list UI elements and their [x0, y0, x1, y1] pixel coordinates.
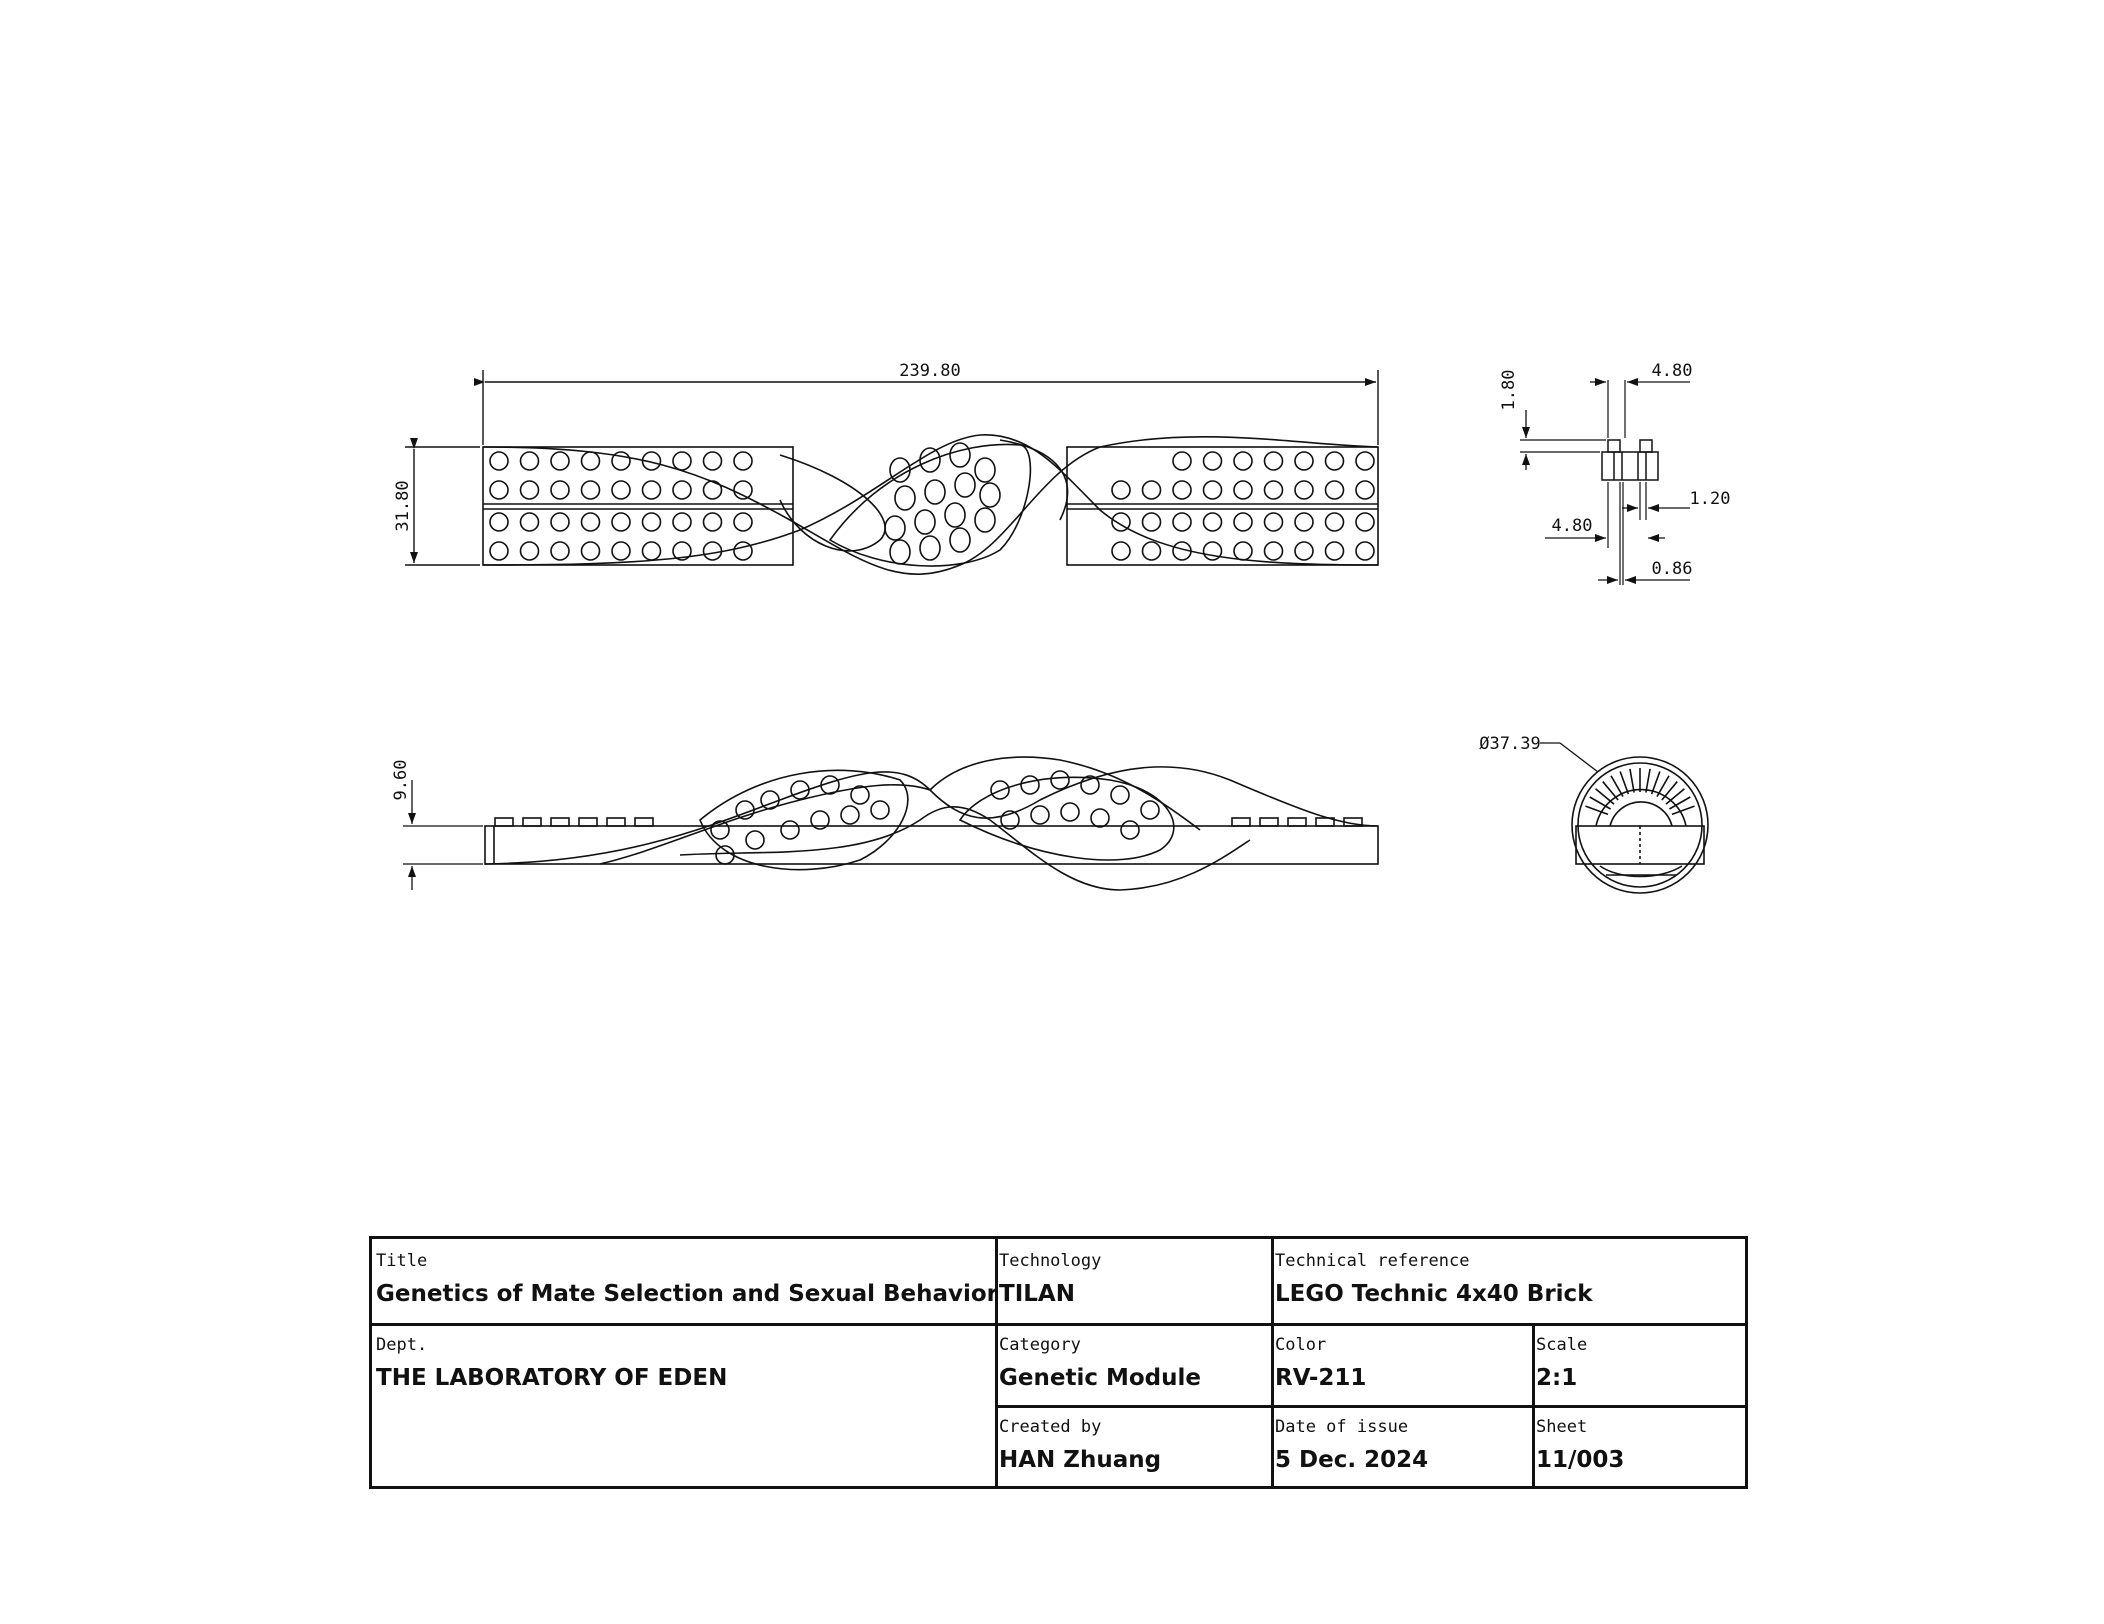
dept-label: Dept. [376, 1335, 428, 1355]
end-view [1572, 757, 1708, 893]
category-cell [995, 1323, 1271, 1405]
stud [1326, 513, 1344, 531]
stud [950, 528, 970, 552]
technical-reference-label: Technical reference [1275, 1251, 1470, 1271]
stud [673, 481, 691, 499]
stud [704, 481, 722, 499]
stud [1356, 513, 1374, 531]
stud [673, 513, 691, 531]
sheet-value: 11/003 [1536, 1447, 1625, 1473]
title-block [369, 1236, 1748, 1489]
stud [1356, 452, 1374, 470]
stud [851, 786, 869, 804]
stud [1204, 452, 1222, 470]
dim-side-inner: 4.80 [1551, 516, 1593, 536]
color-cell [1271, 1323, 1532, 1405]
stud [975, 508, 995, 532]
stud [1051, 771, 1069, 789]
stud [490, 542, 508, 560]
technology-label: Technology [999, 1251, 1102, 1271]
stud [1288, 818, 1306, 826]
stud [704, 513, 722, 531]
stud [1112, 542, 1130, 560]
stud [1173, 481, 1191, 499]
stud [920, 536, 940, 560]
stud [582, 542, 600, 560]
stud [521, 481, 539, 499]
stud [1121, 821, 1139, 839]
rib [1630, 769, 1634, 793]
dim-overall-length: 239.80 [899, 361, 961, 381]
scale-label: Scale [1536, 1335, 1588, 1355]
stud [841, 806, 859, 824]
stud [612, 542, 630, 560]
stud [1143, 481, 1161, 499]
stud [890, 540, 910, 564]
created-by-cell [995, 1405, 1271, 1486]
stud [746, 831, 764, 849]
stud [871, 801, 889, 819]
dim-diameter: Ø37.39 [1479, 734, 1541, 754]
stud [1326, 452, 1344, 470]
dim-side-pin: 0.86 [1651, 559, 1693, 579]
stud [950, 443, 970, 467]
dimension-overall-length [483, 370, 1378, 445]
stud [1326, 542, 1344, 560]
stud [635, 818, 653, 826]
stud [551, 818, 569, 826]
stud [1265, 481, 1283, 499]
color-value: RV-211 [1275, 1365, 1367, 1391]
stud [612, 513, 630, 531]
created-by-value: HAN Zhuang [999, 1447, 1162, 1473]
stud [1031, 806, 1049, 824]
stud [1265, 513, 1283, 531]
stud [980, 483, 1000, 507]
stud [1173, 452, 1191, 470]
stud [1326, 481, 1344, 499]
stud [1204, 542, 1222, 560]
stud [582, 452, 600, 470]
front-view [483, 435, 1378, 574]
sheet-cell [1532, 1405, 1745, 1486]
dim-side-height: 9.60 [391, 759, 411, 801]
stud [1204, 513, 1222, 531]
stud [1295, 513, 1313, 531]
stud [1356, 481, 1374, 499]
stud [1295, 542, 1313, 560]
stud [582, 513, 600, 531]
rib [1652, 771, 1660, 794]
category-label: Category [999, 1335, 1081, 1355]
dim-side-width: 4.80 [1651, 361, 1693, 381]
stud [1143, 542, 1161, 560]
dim-top-stud: 1.80 [1499, 369, 1519, 411]
stud [975, 458, 995, 482]
rib [1620, 771, 1628, 794]
stud [673, 452, 691, 470]
stud [521, 452, 539, 470]
stud [551, 542, 569, 560]
stud [1112, 481, 1130, 499]
side-view [1520, 380, 1658, 585]
stud [890, 458, 910, 482]
title-cell [372, 1239, 999, 1323]
stud [1061, 803, 1079, 821]
technology-value: TILAN [999, 1281, 1075, 1307]
stud [607, 818, 625, 826]
stud [734, 542, 752, 560]
dept-cell [372, 1323, 995, 1486]
stud [551, 481, 569, 499]
technical-reference-value: LEGO Technic 4x40 Brick [1275, 1281, 1593, 1307]
stud [1265, 452, 1283, 470]
stud [1234, 452, 1252, 470]
dim-side-wall: 1.20 [1689, 489, 1731, 509]
stud [490, 513, 508, 531]
stud [495, 818, 513, 826]
dimension-front-height [405, 447, 480, 565]
dimension-side-height [403, 780, 483, 890]
dim-front-height: 31.80 [393, 480, 413, 532]
stud [1232, 818, 1250, 826]
stud [925, 480, 945, 504]
stud [734, 481, 752, 499]
stud [1021, 776, 1039, 794]
stud [582, 481, 600, 499]
stud [643, 481, 661, 499]
stud [1234, 542, 1252, 560]
stud [1295, 452, 1313, 470]
leader-diameter [1540, 743, 1598, 772]
stud [704, 452, 722, 470]
stud [1173, 513, 1191, 531]
stud [1234, 481, 1252, 499]
stud [704, 542, 722, 560]
stud [579, 818, 597, 826]
stud [1265, 542, 1283, 560]
rib [1672, 806, 1695, 814]
stud [1234, 513, 1252, 531]
technology-cell [995, 1239, 1271, 1323]
stud [1356, 542, 1374, 560]
stud [945, 503, 965, 527]
stud [551, 513, 569, 531]
stud [1260, 818, 1278, 826]
stud [915, 510, 935, 534]
date-of-issue-label: Date of issue [1275, 1417, 1409, 1437]
stud [521, 542, 539, 560]
stud [1143, 513, 1161, 531]
date-of-issue-value: 5 Dec. 2024 [1275, 1447, 1429, 1473]
rib [1646, 769, 1650, 793]
stud [521, 513, 539, 531]
stud [761, 791, 779, 809]
stud [885, 516, 905, 540]
stud [734, 513, 752, 531]
stud [612, 481, 630, 499]
stud [1111, 786, 1129, 804]
dept-value: THE LABORATORY OF EDEN [376, 1365, 728, 1391]
scale-cell [1532, 1323, 1745, 1405]
date-of-issue-cell [1271, 1405, 1532, 1486]
stud [643, 542, 661, 560]
stud [955, 473, 975, 497]
stud [716, 846, 734, 864]
stud [490, 452, 508, 470]
stud [643, 513, 661, 531]
scale-value: 2:1 [1536, 1365, 1578, 1391]
stud [523, 818, 541, 826]
technical-reference-cell [1271, 1239, 1745, 1323]
title-value: Genetics of Mate Selection and Sexual Behavior [376, 1281, 999, 1307]
stud [711, 821, 729, 839]
elevation-view [485, 757, 1378, 890]
sheet-label: Sheet [1536, 1417, 1588, 1437]
created-by-label: Created by [999, 1417, 1102, 1437]
stud [612, 452, 630, 470]
category-value: Genetic Module [999, 1365, 1201, 1391]
stud [1204, 481, 1222, 499]
stud [551, 452, 569, 470]
stud [781, 821, 799, 839]
stud [734, 452, 752, 470]
stud [1295, 481, 1313, 499]
stud [1112, 513, 1130, 531]
color-label: Color [1275, 1335, 1327, 1355]
stud [1091, 809, 1109, 827]
title-label: Title [376, 1251, 428, 1271]
stud [1141, 801, 1159, 819]
stud [895, 486, 915, 510]
stud [490, 481, 508, 499]
